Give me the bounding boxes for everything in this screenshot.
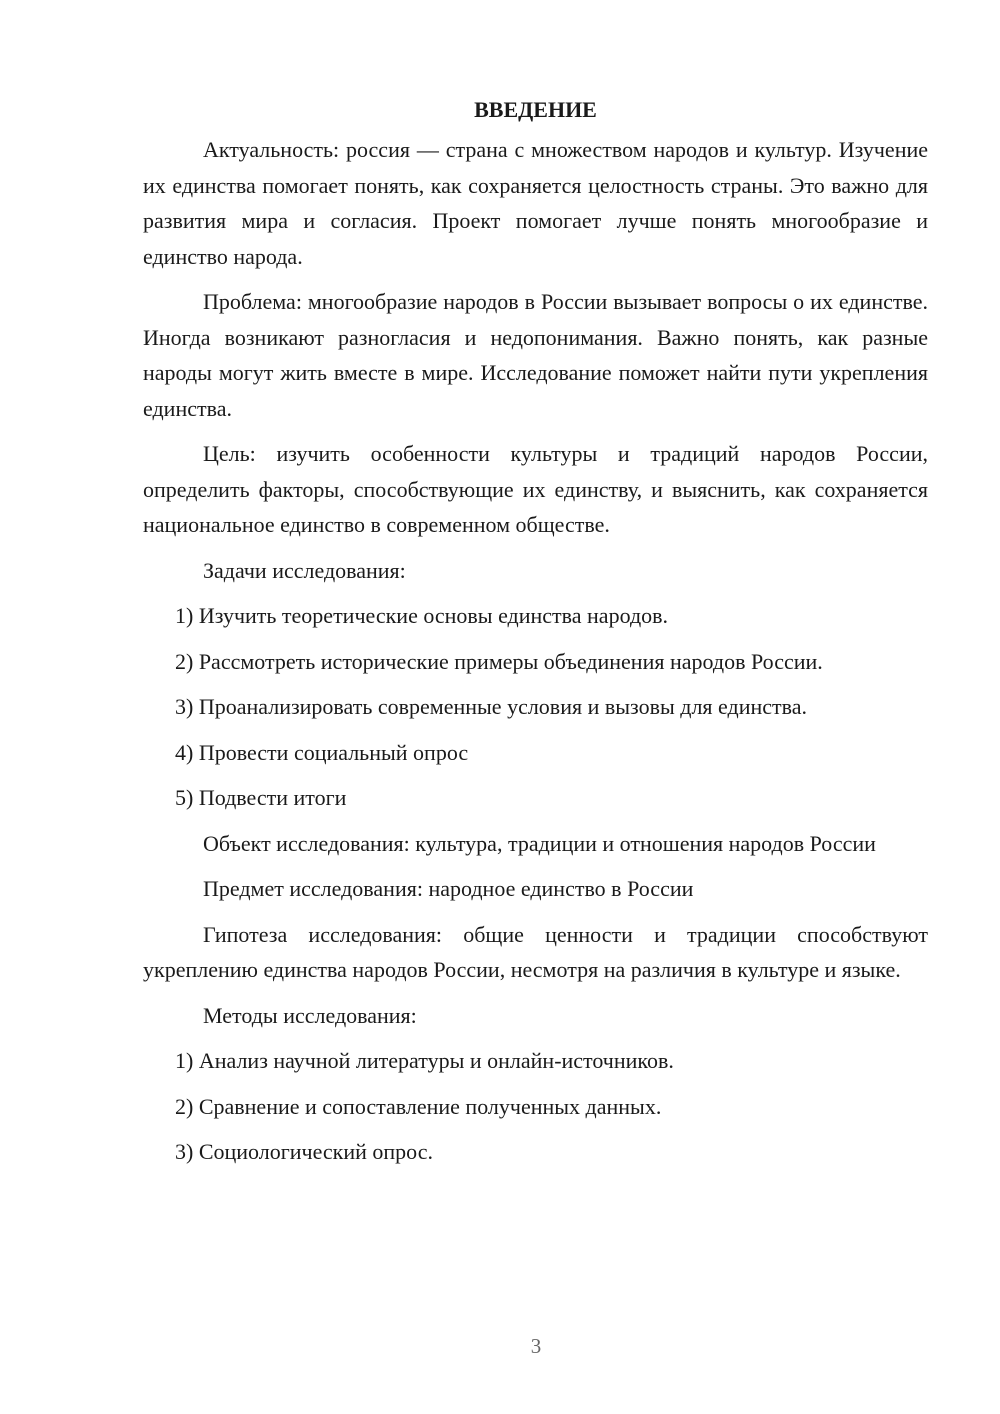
list-item: 2) Рассмотреть исторические примеры объединения народов России. (175, 648, 823, 674)
hypothesis-paragraph: Гипотеза исследования: общие ценности и традиции способствуют укреплению единства народов России, несмотря на различия в культуре и языке. (143, 921, 928, 982)
list-item: 1) Изучить теоретические основы единства народов. (175, 603, 669, 628)
object-paragraph: Объект исследования: культура, традиции и отношения народов России (203, 830, 876, 856)
list-item: 2) Сравнение и сопоставление полученных данных. (175, 1093, 662, 1119)
tasks-heading: Задачи исследования: (203, 557, 406, 583)
problem-paragraph: Проблема: многообразие народов в России вызывает вопросы о их единстве. Иногда возникают разногласия и недопонимания. Важно понять, как разные народы могут жить вместе в мире. Исследование поможет найти пути укрепления единства. (143, 289, 928, 421)
list-item: 5) Подвести итоги (175, 785, 347, 810)
list-item: 1) Анализ научной литературы и онлайн-источников. (175, 1048, 674, 1073)
list-item: 3) Социологический опрос. (175, 1139, 433, 1164)
relevance-paragraph: Актуальность: россия — страна с множеством народов и культур. Изучение их единства помогает понять, как сохраняется целостность страны. Это важно для развития мира и согласия. Проект помогает лучше понять многообразие и единство народа. (143, 137, 928, 269)
subject-paragraph: Предмет исследования: народное единство в России (203, 876, 694, 901)
methods-heading: Методы исследования: (203, 1002, 417, 1028)
goal-paragraph: Цель: изучить особенности культуры и традиций народов России, определить факторы, способствующие их единству, и выяснить, как сохраняется национальное единство в современном обществе. (143, 441, 928, 537)
page-title: ВВЕДЕНИЕ (474, 97, 597, 122)
document-page (143, 92, 928, 1180)
page-number: 3 (530, 1334, 542, 1358)
list-item: 3) Проанализировать современные условия и вызовы для единства. (175, 694, 808, 719)
tasks-list (143, 598, 928, 816)
methods-list (143, 1043, 928, 1170)
list-item: 4) Провести социальный опрос (175, 739, 469, 765)
